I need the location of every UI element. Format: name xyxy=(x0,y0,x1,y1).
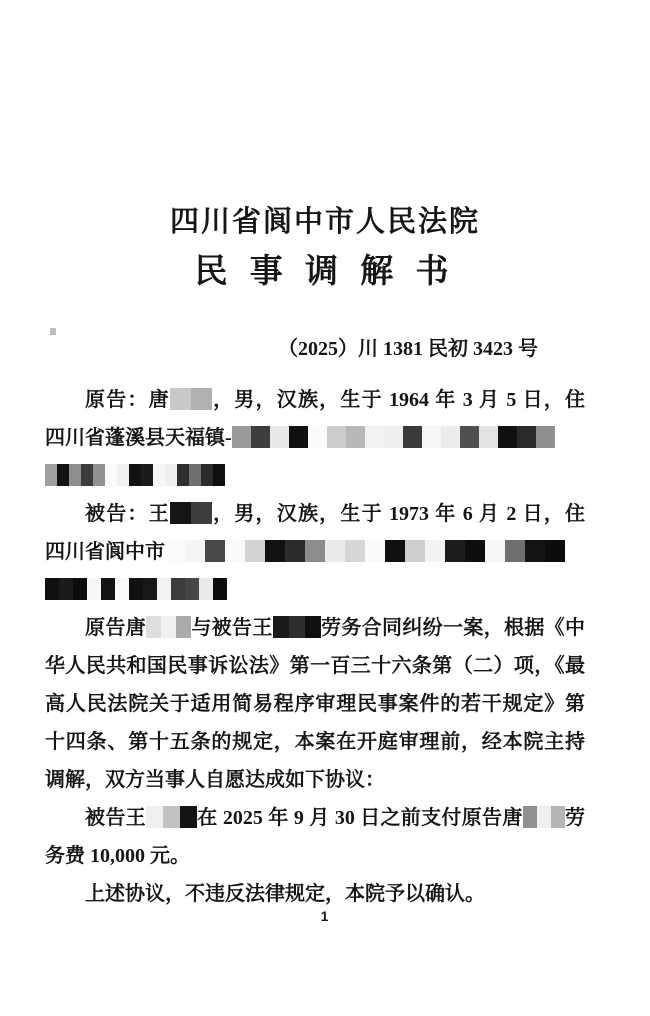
redaction-block xyxy=(365,426,384,448)
text-run: 务费 10,000 元。 xyxy=(45,845,190,867)
redaction-block xyxy=(517,426,536,448)
text-run: 劳务合同纠纷一案，根据《中 xyxy=(320,617,586,639)
redaction-mosaic xyxy=(45,578,227,600)
document-line xyxy=(45,419,585,457)
redaction-block xyxy=(460,426,479,448)
redaction-block xyxy=(365,540,385,562)
redaction-block xyxy=(270,426,289,448)
redaction-block xyxy=(498,426,517,448)
redaction-mosaic xyxy=(523,806,565,828)
text-run: 上述协议，不违反法律规定，本院予以确认。 xyxy=(85,883,485,905)
redaction-block xyxy=(143,578,157,600)
redaction-block xyxy=(81,464,93,486)
document-line xyxy=(45,571,585,609)
document-line xyxy=(45,457,585,495)
redaction-block xyxy=(384,426,403,448)
page-number: 1 xyxy=(320,908,330,924)
text-run: 四川省阆中市 xyxy=(45,541,165,563)
redaction-block xyxy=(405,540,425,562)
redaction-block xyxy=(59,578,73,600)
redaction-block xyxy=(537,806,551,828)
redaction-block xyxy=(327,426,346,448)
redaction-block xyxy=(161,616,176,638)
document-line xyxy=(45,723,585,761)
redaction-block xyxy=(346,426,365,448)
text-run: 被告：王 xyxy=(85,503,170,525)
redaction-block xyxy=(265,540,285,562)
redaction-block xyxy=(189,464,201,486)
document-line xyxy=(45,381,585,419)
redaction-block xyxy=(289,426,308,448)
redaction-block xyxy=(485,540,505,562)
redaction-block xyxy=(73,578,87,600)
document-line xyxy=(45,533,585,571)
redaction-block xyxy=(199,578,213,600)
text-run: 被告王 xyxy=(85,807,146,829)
redaction-block xyxy=(305,540,325,562)
redaction-block xyxy=(129,578,143,600)
redaction-block xyxy=(251,426,270,448)
redaction-mosaic xyxy=(232,426,555,448)
redaction-block xyxy=(285,540,305,562)
redaction-mosaic xyxy=(165,540,565,562)
redaction-block xyxy=(441,426,460,448)
redaction-block xyxy=(479,426,498,448)
redaction-block xyxy=(305,616,321,638)
redaction-block xyxy=(403,426,422,448)
redaction-block xyxy=(345,540,365,562)
redaction-block xyxy=(146,806,163,828)
text-run: 在 2025 年 9 月 30 日之前支付原告唐 xyxy=(196,807,523,829)
redaction-block xyxy=(232,426,251,448)
text-run: 劳 xyxy=(564,807,586,829)
redaction-mosaic xyxy=(273,616,321,638)
text-run: 调解，双方当事人自愿达成如下协议： xyxy=(45,769,385,791)
redaction-block xyxy=(545,540,565,562)
text-run: 四川省蓬溪县天福镇- xyxy=(45,427,232,449)
redaction-block xyxy=(201,464,213,486)
redaction-block xyxy=(170,388,191,410)
document-line xyxy=(45,761,585,799)
redaction-block xyxy=(289,616,305,638)
redaction-block xyxy=(115,578,129,600)
document-line xyxy=(45,837,585,875)
redaction-block xyxy=(93,464,105,486)
redaction-block xyxy=(141,464,153,486)
redaction-block xyxy=(385,540,405,562)
redaction-block xyxy=(171,578,185,600)
redaction-block xyxy=(445,540,465,562)
redaction-block xyxy=(536,426,555,448)
redaction-block xyxy=(170,502,191,524)
text-run: 与被告王 xyxy=(191,617,273,639)
document-line xyxy=(45,495,585,533)
redaction-block xyxy=(157,578,171,600)
redaction-block xyxy=(185,578,199,600)
redaction-block xyxy=(185,540,205,562)
text-run: ，男，汉族，生于 1964 年 3 月 5 日，住 xyxy=(211,389,586,411)
text-run: 高人民法院关于适用简易程序审理民事案件的若干规定》第 xyxy=(45,693,585,715)
redaction-block xyxy=(117,464,129,486)
redaction-block xyxy=(165,464,177,486)
redaction-block xyxy=(105,464,117,486)
redaction-block xyxy=(129,464,141,486)
redaction-block xyxy=(177,464,189,486)
redaction-mosaic xyxy=(45,464,225,486)
redaction-block xyxy=(225,540,245,562)
redaction-block xyxy=(153,464,165,486)
redaction-block xyxy=(191,502,212,524)
redaction-block xyxy=(213,464,225,486)
text-run: 十四条、第十五条的规定，本案在开庭审理前，经本院主持 xyxy=(45,731,585,753)
redaction-block xyxy=(525,540,545,562)
redaction-block xyxy=(180,806,197,828)
redaction-block xyxy=(146,616,161,638)
redaction-block xyxy=(422,426,441,448)
redaction-block xyxy=(205,540,225,562)
case-number: （2025）川 1381 民初 3423 号 xyxy=(278,338,538,360)
redaction-block xyxy=(523,806,537,828)
document-title: 民 事 调 解 书 xyxy=(194,254,456,290)
document-line xyxy=(45,609,585,647)
redaction-block xyxy=(213,578,227,600)
document-line xyxy=(45,647,585,685)
redaction-block xyxy=(87,578,101,600)
redaction-block xyxy=(191,388,212,410)
text-run: 原告：唐 xyxy=(85,389,170,411)
redaction-block xyxy=(176,616,191,638)
redaction-block xyxy=(57,464,69,486)
redaction-block xyxy=(101,578,115,600)
document-line xyxy=(45,799,585,837)
court-title: 四川省阆中市人民法院 xyxy=(169,206,480,238)
redaction-block xyxy=(551,806,565,828)
redaction-block xyxy=(245,540,265,562)
text-run: 华人民共和国民事诉讼法》第一百三十六条第（二）项，《最 xyxy=(45,655,585,677)
document-body xyxy=(45,381,585,913)
text-run: 原告唐 xyxy=(85,617,146,639)
redaction-mosaic xyxy=(146,806,197,828)
text-run: ，男，汉族，生于 1973 年 6 月 2 日，住 xyxy=(211,503,586,525)
redaction-block xyxy=(165,540,185,562)
redaction-block xyxy=(465,540,485,562)
redaction-block xyxy=(69,464,81,486)
redaction-mosaic xyxy=(170,388,212,410)
redaction-block xyxy=(425,540,445,562)
redaction-block xyxy=(325,540,345,562)
redaction-mosaic xyxy=(146,616,191,638)
document-line xyxy=(45,685,585,723)
redaction-block xyxy=(163,806,180,828)
redaction-block xyxy=(308,426,327,448)
redaction-block xyxy=(45,578,59,600)
scan-artifact xyxy=(50,328,56,335)
redaction-block xyxy=(505,540,525,562)
redaction-block xyxy=(273,616,289,638)
redaction-mosaic xyxy=(170,502,212,524)
redaction-block xyxy=(45,464,57,486)
